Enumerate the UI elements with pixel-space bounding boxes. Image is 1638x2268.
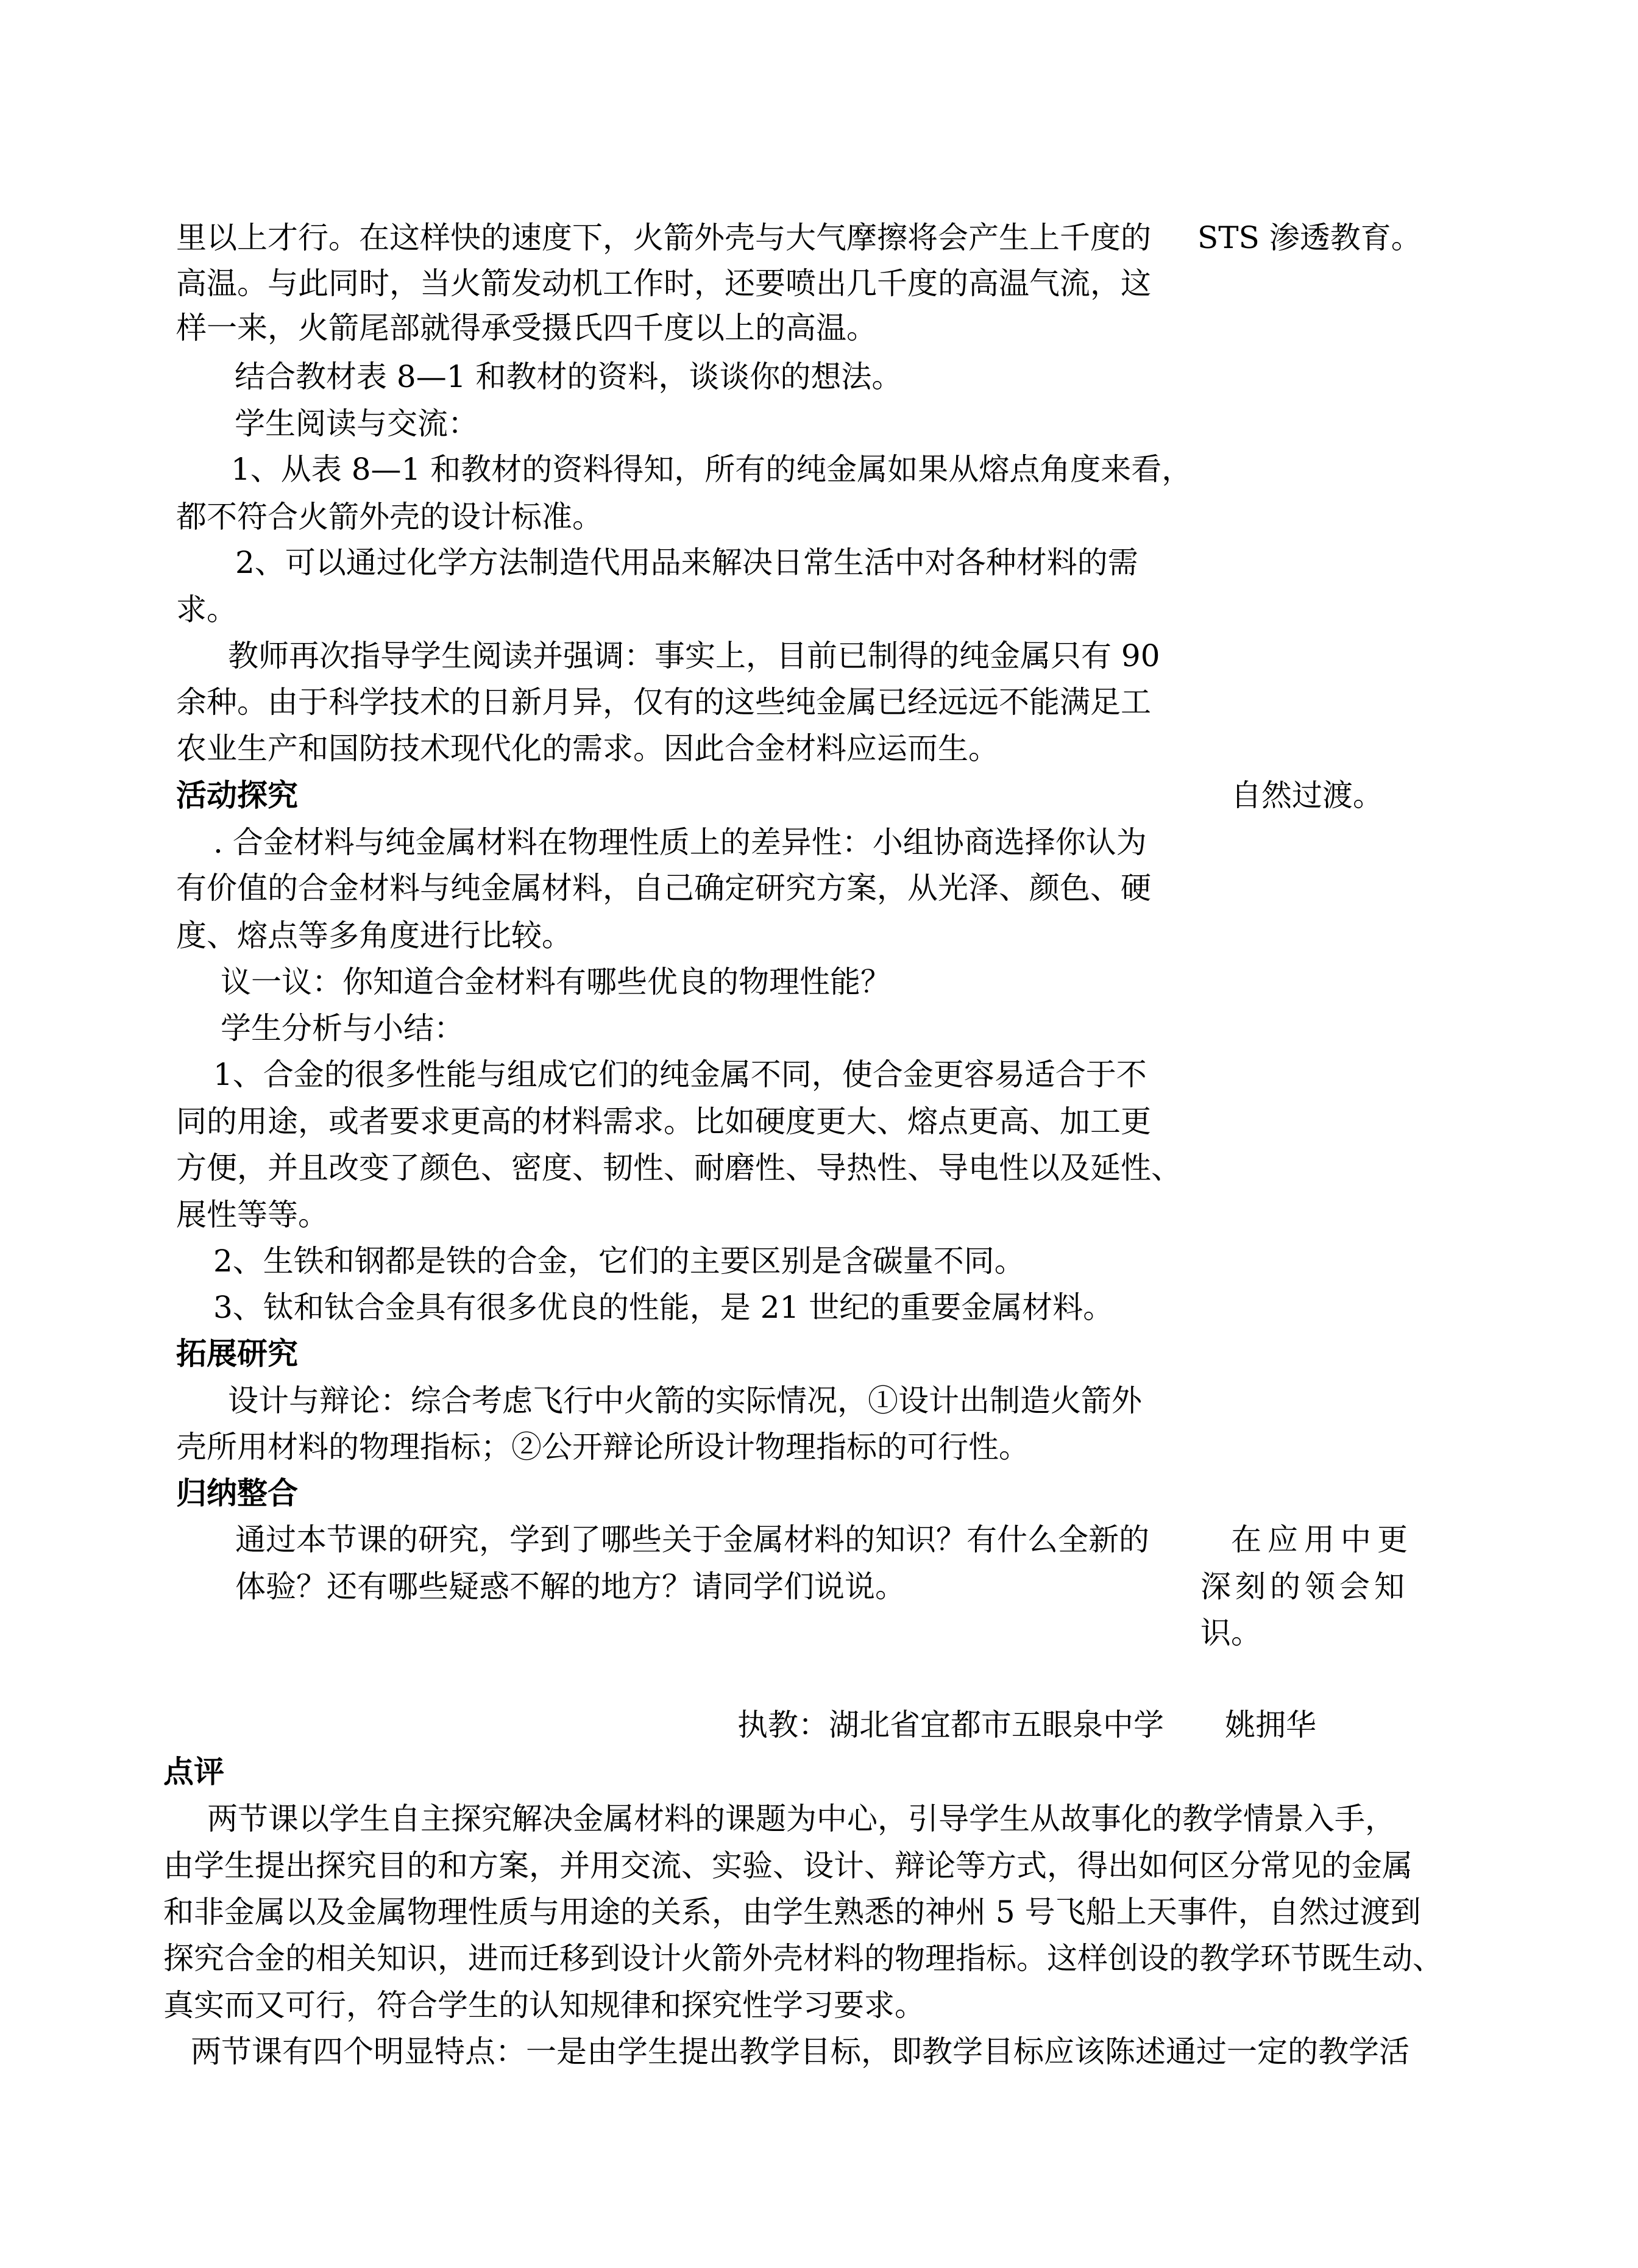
main-line: 2、生铁和钢都是铁的合金，它们的主要区别是含碳量不同。 [213, 1243, 1025, 1279]
review-line: 由学生提出探究目的和方案，并用交流、实验、设计、辩论等方式，得出如何区分常见的金属 [163, 1848, 1413, 1883]
main-line: 2、可以通过化学方法制造代用品来解决日常生活中对各种材料的需 [235, 545, 1138, 580]
main-line: 同的用途，或者要求更高的材料需求。比如硬度更大、熔点更高、加工更 [176, 1104, 1151, 1139]
main-line: 农业生产和国防技术现代化的需求。因此合金材料应运而生。 [176, 731, 999, 766]
main-line: 高温。与此同时，当火箭发动机工作时，还要喷出几千度的高温气流，这 [176, 266, 1151, 301]
main-line: 议一议：你知道合金材料有哪些优良的物理性能？ [221, 964, 891, 1000]
main-line: 3、钛和钛合金具有很多优良的性能，是 21 世纪的重要金属材料。 [213, 1290, 1114, 1325]
review-heading: 点评 [163, 1754, 224, 1790]
main-line: 1、从表 8—1 和教材的资料得知，所有的纯金属如果从熔点角度来看， [231, 452, 1193, 487]
main-line: 壳所用材料的物理指标；②公开辩论所设计物理指标的可行性。 [176, 1429, 1029, 1465]
main-line: 都不符合火箭外壳的设计标准。 [176, 499, 603, 535]
section-heading-extension: 拓展研究 [176, 1336, 298, 1371]
main-line: 1、合金的很多性能与组成它们的纯金属不同，使合金更容易适合于不 [213, 1057, 1147, 1092]
side-note: 在应用中更 [1231, 1522, 1414, 1557]
main-line: . 合金材料与纯金属材料在物理性质上的差异性：小组协商选择你认为 [213, 825, 1147, 860]
main-line: 通过本节课的研究，学到了哪些关于金属材料的知识？有什么全新的 [235, 1522, 1149, 1557]
review-line: 和非金属以及金属物理性质与用途的关系，由学生熟悉的神州 5 号飞船上天事件，自然过渡到 [163, 1894, 1421, 1930]
main-line: 方便，并且改变了颜色、密度、韧性、耐磨性、导热性、导电性以及延性、 [176, 1150, 1182, 1186]
main-line: 设计与辩论：综合考虑飞行中火箭的实际情况，①设计出制造火箭外 [228, 1383, 1142, 1418]
main-line: 度、熔点等多角度进行比较。 [176, 918, 572, 953]
main-line: 展性等等。 [176, 1197, 328, 1232]
section-heading-activity: 活动探究 [176, 778, 298, 813]
main-line: 里以上才行。在这样快的速度下，火箭外壳与大气摩擦将会产生上千度的 [176, 220, 1151, 255]
main-line: 学生阅读与交流： [235, 406, 478, 441]
main-line: 学生分析与小结： [221, 1011, 464, 1046]
side-note: 深刻的领会知 [1200, 1569, 1409, 1604]
review-line: 两节课有四个明显特点：一是由学生提出教学目标，即教学目标应该陈述通过一定的教学活 [191, 2034, 1409, 2069]
main-line: 求。 [176, 592, 237, 627]
main-line: 教师再次指导学生阅读并强调：事实上，目前已制得的纯金属只有 90 [228, 638, 1160, 674]
main-line: 有价值的合金材料与纯金属材料，自己确定研究方案，从光泽、颜色、硬 [176, 870, 1151, 906]
section-heading-summary: 归纳整合 [176, 1476, 298, 1511]
side-note: STS 渗透教育。 [1197, 220, 1422, 255]
main-line: 体验？还有哪些疑惑不解的地方？请同学们说说。 [235, 1569, 906, 1604]
main-line: 结合教材表 8—1 和教材的资料，谈谈你的想法。 [235, 359, 902, 394]
main-line: 样一来，火箭尾部就得承受摄氏四千度以上的高温。 [176, 310, 877, 346]
side-note: 识。 [1200, 1615, 1261, 1651]
author-line: 执教：湖北省宜都市五眼泉中学 姚拥华 [737, 1707, 1316, 1743]
review-line: 探究合金的相关知识，进而迁移到设计火箭外壳材料的物理指标。这样创设的教学环节既生动、 [163, 1941, 1443, 1976]
side-note: 自然过渡。 [1231, 778, 1383, 813]
review-line: 真实而又可行，符合学生的认知规律和探究性学习要求。 [163, 1988, 925, 2023]
review-line: 两节课以学生自主探究解决金属材料的课题为中心，引导学生从故事化的教学情景入手， [207, 1801, 1395, 1836]
main-line: 余种。由于科学技术的日新月异，仅有的这些纯金属已经远远不能满足工 [176, 684, 1151, 720]
